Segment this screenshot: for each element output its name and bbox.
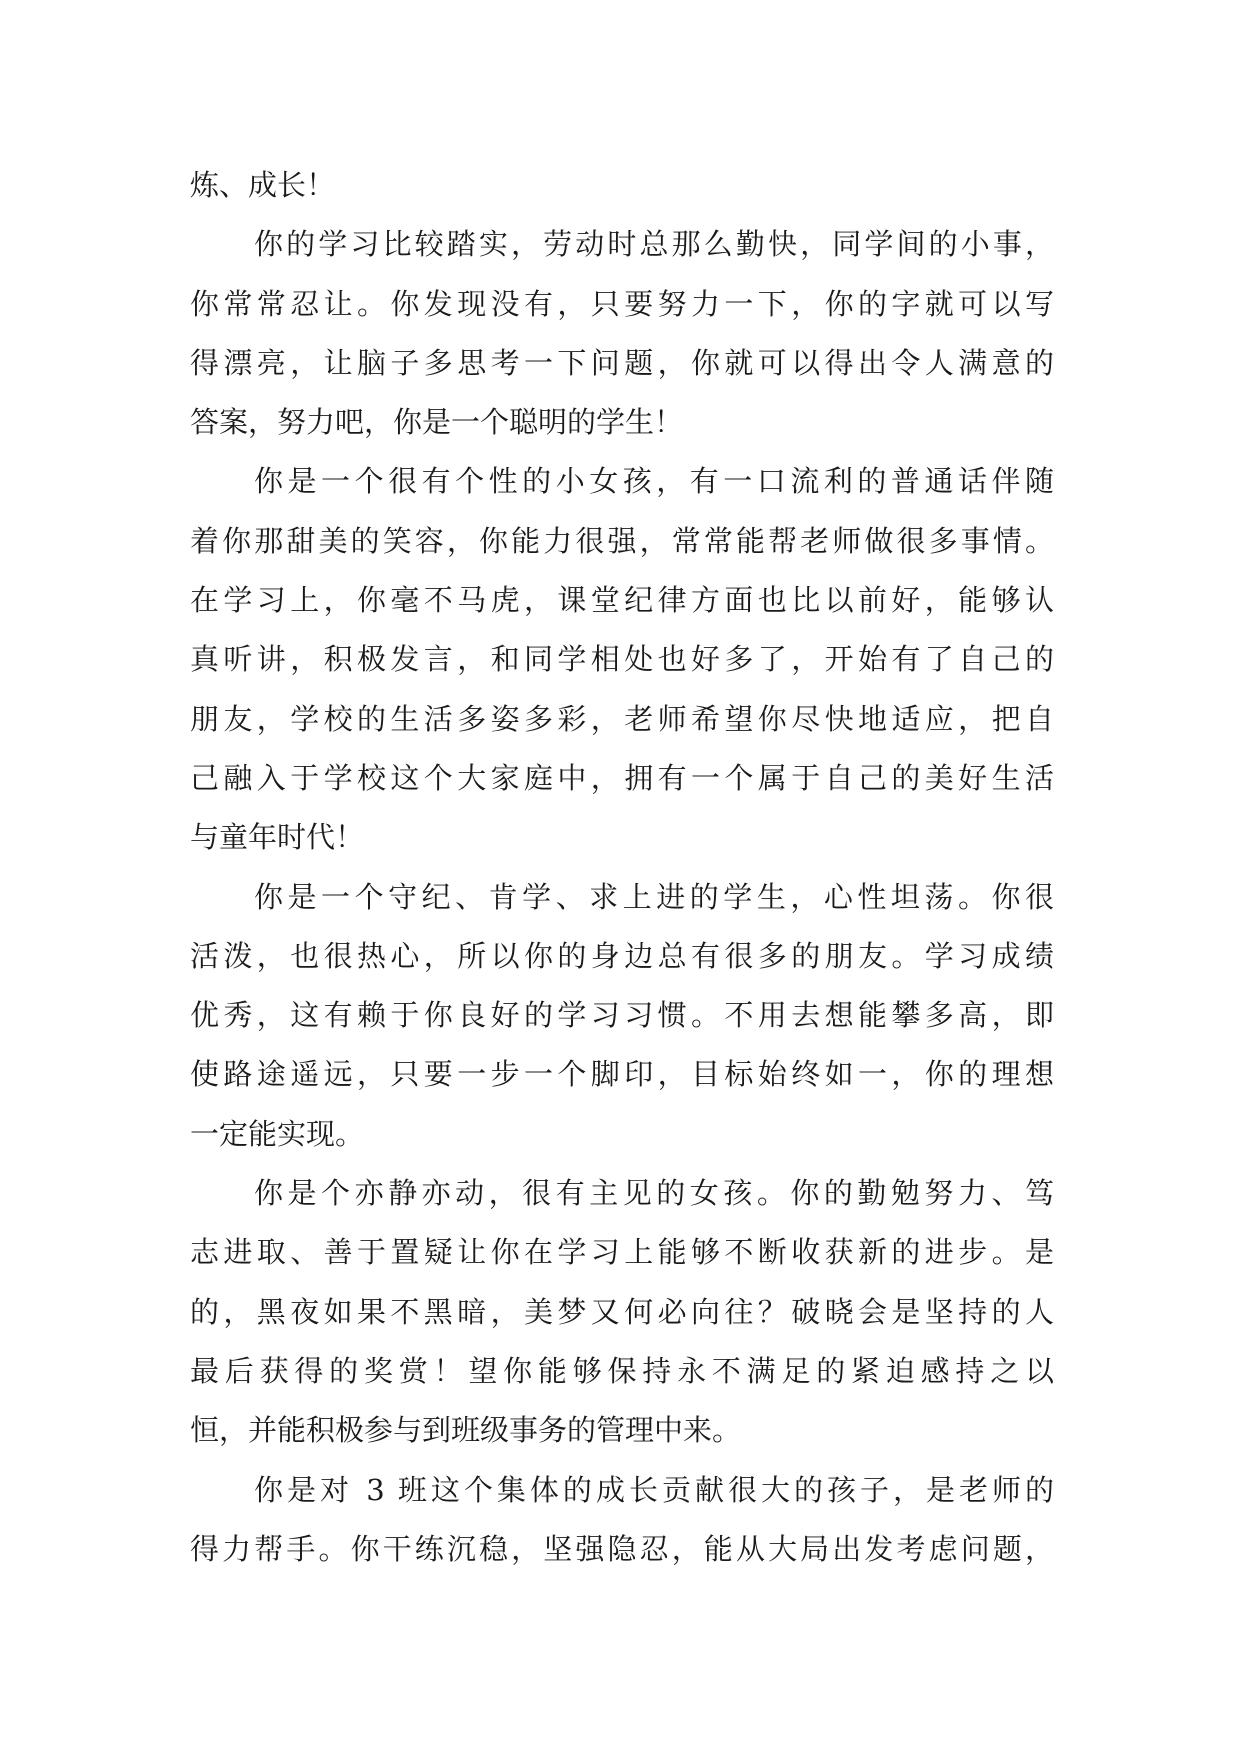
text-line: 你是一个很有个性的小女孩，有一口流利的普通话伴随 — [254, 464, 1054, 499]
text-line: 与童年时代！ — [190, 820, 365, 855]
text-line: 得力帮手。你干练沉稳，坚强隐忍，能从大局出发考虑问题， — [190, 1531, 1054, 1566]
paragraph — [190, 452, 1054, 867]
paragraph — [190, 1461, 1054, 1580]
paragraph — [190, 215, 1054, 452]
text-line: 得漂亮，让脑子多思考一下问题，你就可以得出令人满意的 — [190, 345, 1054, 380]
text-line: 志进取、善于置疑让你在学习上能够不断收获新的进步。是 — [190, 1235, 1054, 1270]
text-line: 炼、成长！ — [190, 168, 336, 202]
text-line: 你是个亦静亦动，很有主见的女孩。你的勤勉努力、笃 — [254, 1176, 1054, 1211]
text-line: 一定能实现。 — [190, 1116, 365, 1151]
text-line: 你是对 3 班这个集体的成长贡献很大的孩子，是老师的 — [254, 1472, 1054, 1507]
text-line: 最后获得的奖赏！望你能够保持永不满足的紧迫感持之以 — [190, 1353, 1054, 1388]
text-line: 的，黑夜如果不黑暗，美梦又何必向往？破晓会是坚持的人 — [190, 1294, 1054, 1329]
paragraph — [190, 1164, 1054, 1460]
text-line: 你的学习比较踏实，劳动时总那么勤快，同学间的小事， — [254, 227, 1054, 262]
text-line: 在学习上，你毫不马虎，课堂纪律方面也比以前好，能够认 — [190, 583, 1054, 618]
text-line: 朋友，学校的生活多姿多彩，老师希望你尽快地适应，把自 — [190, 701, 1054, 736]
text-line: 活泼，也很热心，所以你的身边总有很多的朋友。学习成绩 — [190, 938, 1054, 973]
text-line: 真听讲，积极发言，和同学相处也好多了，开始有了自己的 — [190, 642, 1054, 677]
text-line: 优秀，这有赖于你良好的学习习惯。不用去想能攀多高，即 — [190, 998, 1054, 1033]
paragraph — [190, 156, 1054, 215]
text-line: 恒，并能积极参与到班级事务的管理中来。 — [190, 1413, 742, 1448]
text-line: 答案，努力吧，你是一个聪明的学生！ — [190, 405, 684, 440]
paragraph — [190, 868, 1054, 1164]
text-line: 己融入于学校这个大家庭中，拥有一个属于自己的美好生活 — [190, 760, 1054, 795]
text-line: 着你那甜美的笑容，你能力很强，常常能帮老师做很多事情。 — [190, 523, 1054, 558]
text-line: 使路途遥远，只要一步一个脚印，目标始终如一，你的理想 — [190, 1057, 1054, 1092]
text-line: 你常常忍让。你发现没有，只要努力一下，你的字就可以写 — [190, 286, 1054, 321]
document-body — [190, 156, 1054, 1579]
text-line: 你是一个守纪、肯学、求上进的学生，心性坦荡。你很 — [254, 879, 1054, 914]
